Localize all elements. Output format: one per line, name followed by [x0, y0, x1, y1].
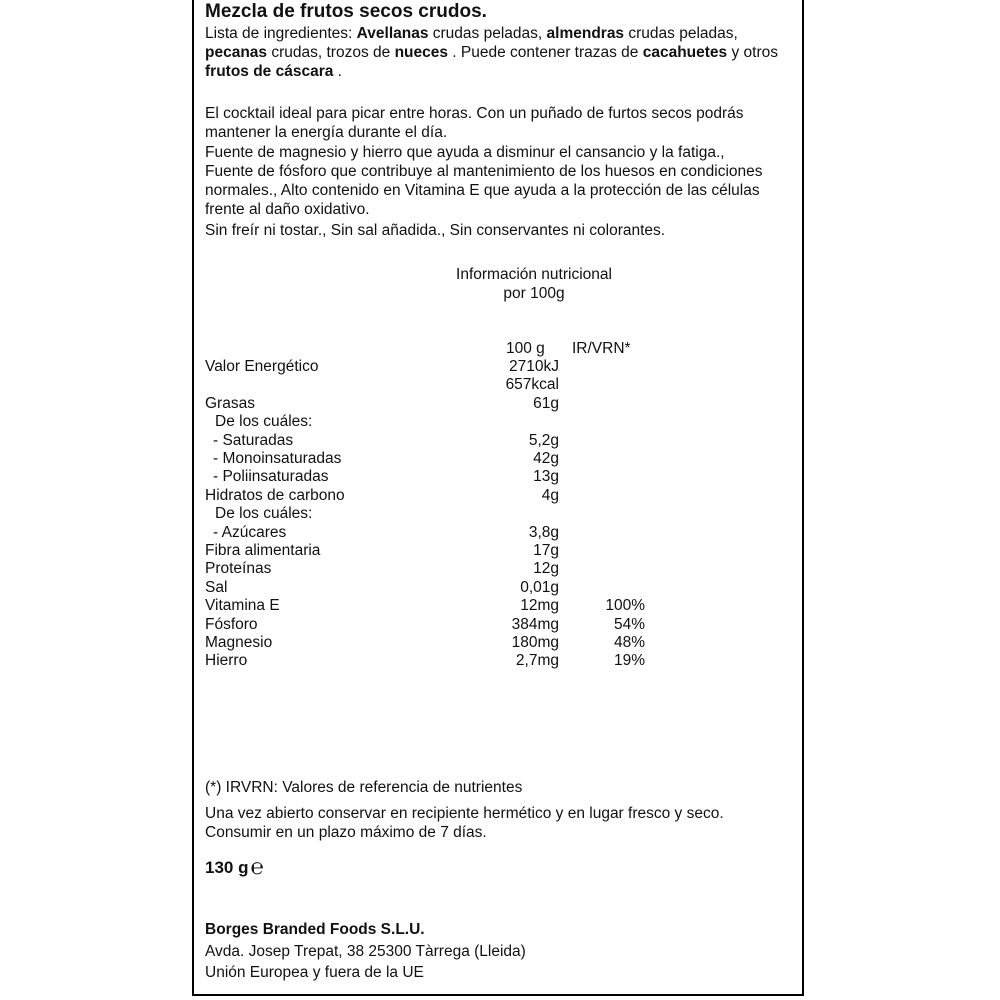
nutrient-label: Hierro: [205, 652, 248, 670]
ingredients-text: crudas peladas,: [428, 25, 547, 42]
nutrient-value: 2,7mg: [515, 652, 559, 670]
ingredients-text: . Puede contener trazas de: [447, 44, 643, 61]
nutrient-label: De los cuáles:: [215, 413, 313, 431]
nutrition-row: [205, 395, 645, 413]
nutrition-row: [205, 487, 645, 505]
nutrition-row: [205, 432, 645, 450]
ingredients-prefix: Lista de ingredientes:: [205, 25, 357, 42]
nutrition-row: [205, 652, 645, 670]
nutrient-label: De los cuáles:: [215, 505, 313, 523]
nutrient-label: Fibra alimentaria: [205, 542, 321, 559]
nutrient-label: Proteínas: [205, 560, 272, 578]
company-address: Avda. Josep Trepat, 38 25300 Tàrrega (Lleida): [205, 943, 526, 960]
nutrient-value: 2710kJ: [509, 358, 559, 375]
allergen-cacahuetes: cacahuetes: [642, 44, 728, 61]
nutrient-ref-percent: 100%: [605, 597, 645, 615]
nutrient-value: 12g: [533, 560, 559, 578]
nutrition-row: [205, 524, 645, 542]
nutrition-subheading: por 100g: [503, 285, 565, 302]
nutrition-row: [205, 450, 645, 468]
nutrition-row: [205, 560, 645, 578]
allergen-nueces: nueces: [394, 44, 448, 61]
description-p2: Fuente de magnesio y hierro que ayuda a disminur el cansancio y la fatiga.,: [205, 144, 725, 161]
nutrient-label: Grasas: [205, 394, 255, 412]
ingredients-text: y otros: [727, 44, 778, 61]
nutrient-ref-percent: 54%: [613, 615, 645, 633]
nutrient-label: - Saturadas: [213, 431, 294, 449]
nutrition-row: [205, 505, 645, 523]
description-p3: Fuente de fósforo que contribuye al mantenimiento de los huesos en condiciones normales., Alto contenido en Vitamina E que ayuda a la protección de las células frente al daño oxidativo.: [205, 163, 763, 218]
nutrition-row: [205, 358, 645, 376]
product-title: Mezcla de frutos secos crudos.: [205, 1, 487, 22]
nutrient-value: 61g: [533, 394, 559, 412]
nutrient-value: 0,01g: [520, 578, 559, 596]
nutrient-label: Valor Energético: [205, 358, 319, 375]
nutrition-row: [205, 634, 645, 652]
nutrition-row: [205, 376, 645, 394]
column-header-ref: IR/VRN*: [572, 340, 631, 357]
nutrient-value: 12mg: [520, 597, 559, 615]
description-p1: El cocktail ideal para picar entre horas. Con un puñado de furtos secos podrás mantener la energía durante el día.: [205, 105, 744, 141]
nutrient-label: - Monoinsaturadas: [213, 450, 342, 467]
ingredients-list: [205, 24, 795, 81]
net-weight-value: 130 g: [205, 858, 249, 877]
company-origin: Unión Europea y fuera de la UE: [205, 964, 424, 981]
nutrient-value: 384mg: [511, 615, 559, 633]
allergen-pecanas: pecanas: [205, 44, 268, 61]
nutrition-row: [205, 616, 645, 634]
nutrient-value: 5,2g: [528, 431, 559, 449]
nutrition-heading: Información nutricional: [456, 266, 612, 283]
nutrient-value: 13g: [533, 468, 559, 486]
nutrient-value: 4g: [541, 486, 559, 504]
nutrient-label: Magnesio: [205, 634, 273, 651]
ingredients-text: .: [333, 63, 342, 80]
nutrition-row: [205, 542, 645, 560]
nutrient-label: - Azúcares: [213, 523, 287, 541]
nutrition-row: [205, 413, 645, 431]
description-p4: Sin freír ni tostar., Sin sal añadida., Sin conservantes ni colorantes.: [205, 222, 666, 239]
nutrient-value: 3,8g: [528, 523, 559, 541]
nutrient-value: 17g: [533, 542, 559, 559]
nutrient-value: 180mg: [511, 634, 559, 651]
column-header-amount: 100 g: [506, 340, 545, 357]
nutrition-row: [205, 597, 645, 615]
footnote: (*) IRVRN: Valores de referencia de nutrientes: [205, 779, 523, 796]
ingredients-text: crudas peladas,: [624, 25, 738, 42]
nutrient-value: 42g: [533, 450, 559, 467]
nutrient-ref-percent: 19%: [613, 652, 645, 670]
nutrition-row: [205, 468, 645, 486]
nutrient-value: 657kcal: [505, 376, 559, 394]
nutrient-label: Vitamina E: [205, 597, 280, 615]
estimate-icon: ℮: [250, 854, 264, 879]
nutrient-label: Fósforo: [205, 615, 258, 633]
allergen-almendras: almendras: [546, 25, 625, 42]
nutrient-ref-percent: 48%: [613, 634, 645, 651]
net-weight: [205, 854, 264, 879]
allergen-avellanas: Avellanas: [356, 25, 429, 42]
nutrient-label: - Poliinsaturadas: [213, 468, 329, 486]
nutrient-label: Sal: [205, 578, 228, 596]
ingredients-text: crudas, trozos de: [267, 44, 395, 61]
company-name: Borges Branded Foods S.L.U.: [205, 921, 425, 938]
consumption-instructions: Consumir en un plazo máximo de 7 días.: [205, 824, 487, 841]
nutrition-row: [205, 579, 645, 597]
allergen-frutos-cascara: frutos de cáscara: [205, 63, 334, 80]
storage-instructions: Una vez abierto conservar en recipiente hermético y en lugar fresco y seco.: [205, 805, 724, 822]
nutrient-label: Hidratos de carbono: [205, 486, 345, 504]
